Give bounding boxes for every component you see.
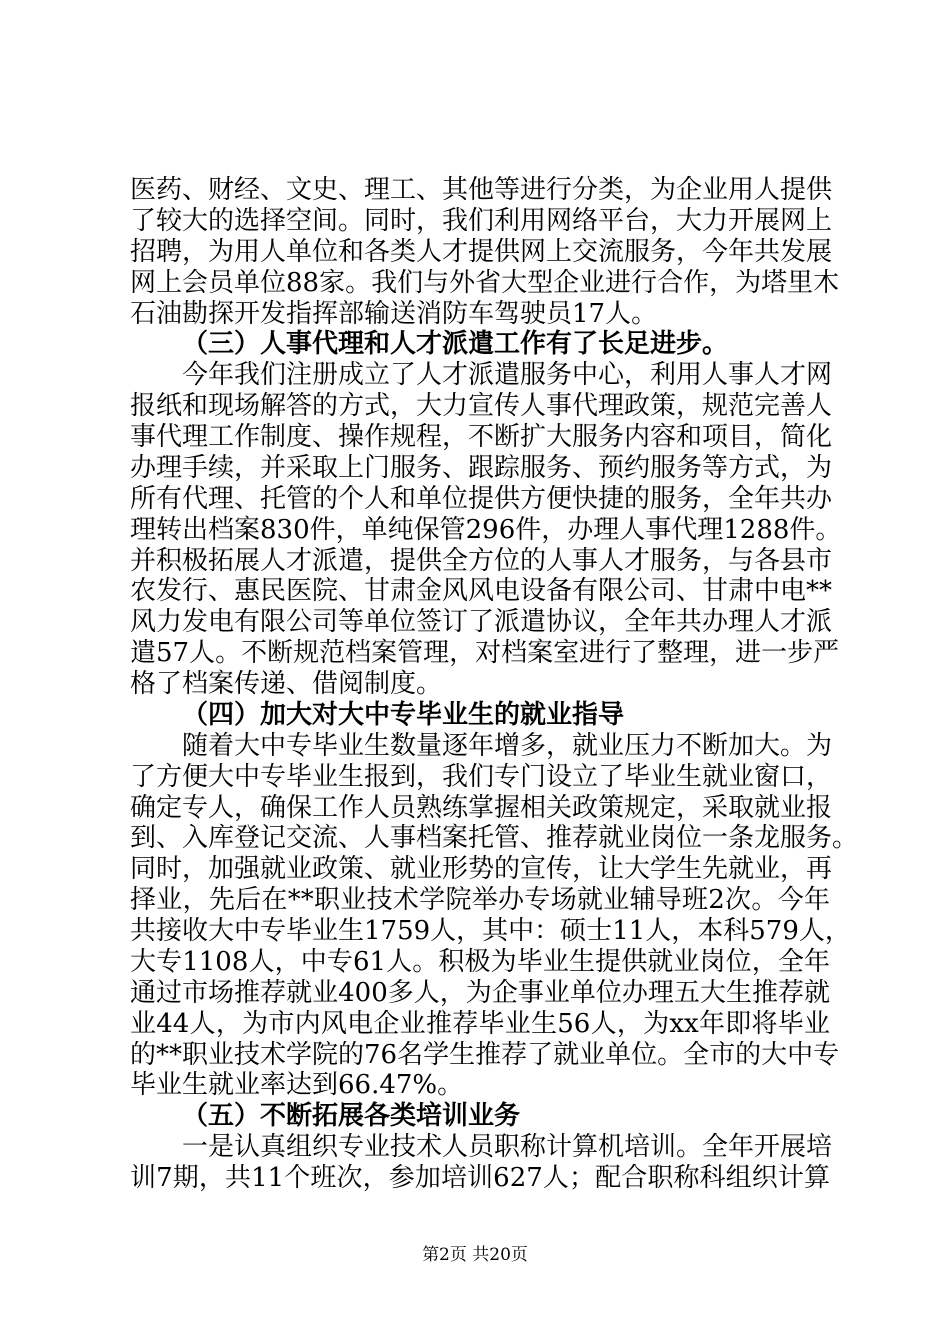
paragraph-line: 毕业生就业率达到66.47%。 [130, 1070, 464, 1100]
section-heading: （五）不断拓展各类培训业务 [182, 1101, 521, 1131]
paragraph-line: 网上会员单位88家。我们与外省大型企业进行合作，为塔里木 [130, 268, 840, 298]
paragraph-line: 到、入库登记交流、人事档案托管、推荐就业岗位一条龙服务。 [130, 823, 859, 853]
paragraph-line: 农发行、惠民医院、甘肃金风风电设备有限公司、甘肃中电** [130, 576, 833, 606]
paragraph-line: 遣57人。不断规范档案管理，对档案室进行了整理，进一步严 [130, 638, 840, 668]
paragraph-line: 通过市场推荐就业400多人，为企事业单位办理五大生推荐就 [130, 978, 830, 1008]
paragraph-line: 所有代理、托管的个人和单位提供方便快捷的服务，全年共办 [130, 484, 833, 514]
paragraph-line: 医药、财经、文史、理工、其他等进行分类，为企业用人提供 [130, 175, 833, 205]
paragraph-line: 随着大中专毕业生数量逐年增多，就业压力不断加大。为 [182, 731, 833, 761]
paragraph-line: 共接收大中专毕业生1759人，其中：硕士11人，本科579人， [130, 916, 851, 946]
paragraph-line: 择业，先后在**职业技术学院举办专场就业辅导班2次。今年 [130, 885, 830, 915]
paragraph-line: 并积极拓展人才派遣，提供全方位的人事人才服务，与各县市 [130, 546, 833, 576]
paragraph-line: 办理手续，并采取上门服务、跟踪服务、预约服务等方式，为 [130, 453, 833, 483]
paragraph-line: 理转出档案830件，单纯保管296件，办理人事代理1288件。 [130, 515, 842, 545]
section-heading: （三）人事代理和人才派遣工作有了长足进步。 [182, 329, 729, 359]
paragraph-line: 格了档案传递、借阅制度。 [130, 669, 443, 699]
paragraph-line: 石油勘探开发指挥部输送消防车驾驶员17人。 [130, 299, 658, 329]
paragraph-line: 今年我们注册成立了人才派遣服务中心，利用人事人才网 [182, 360, 833, 390]
paragraph-line: 风力发电有限公司等单位签订了派遣协议，全年共办理人才派 [130, 607, 833, 637]
paragraph-line: 事代理工作制度、操作规程，不断扩大服务内容和项目，简化 [130, 422, 833, 452]
paragraph-line: 大专1108人，中专61人。积极为毕业生提供就业岗位，全年 [130, 947, 830, 977]
page-number-footer: 第2页 共20页 [422, 1245, 528, 1265]
section-heading: （四）加大对大中专毕业生的就业指导 [182, 700, 625, 730]
paragraph-line: 报纸和现场解答的方式，大力宣传人事代理政策，规范完善人 [130, 391, 833, 421]
paragraph-line: 确定专人，确保工作人员熟练掌握相关政策规定，采取就业报 [130, 793, 833, 823]
paragraph-line: 训7期，共11个班次，参加培训627人；配合职称科组织计算 [130, 1163, 830, 1193]
paragraph-line: 一是认真组织专业技术人员职称计算机培训。全年开展培 [182, 1132, 833, 1162]
paragraph-line: 了较大的选择空间。同时，我们利用网络平台，大力开展网上 [130, 206, 833, 236]
paragraph-line: 招聘，为用人单位和各类人才提供网上交流服务，今年共发展 [130, 237, 833, 267]
paragraph-line: 业44人，为市内风电企业推荐毕业生56人，为xx年即将毕业 [130, 1009, 830, 1039]
paragraph-line: 了方便大中专毕业生报到，我们专门设立了毕业生就业窗口， [130, 762, 833, 792]
paragraph-line: 同时，加强就业政策、就业形势的宣传，让大学生先就业，再 [130, 854, 833, 884]
paragraph-line: 的**职业技术学院的76名学生推荐了就业单位。全市的大中专 [130, 1040, 840, 1070]
